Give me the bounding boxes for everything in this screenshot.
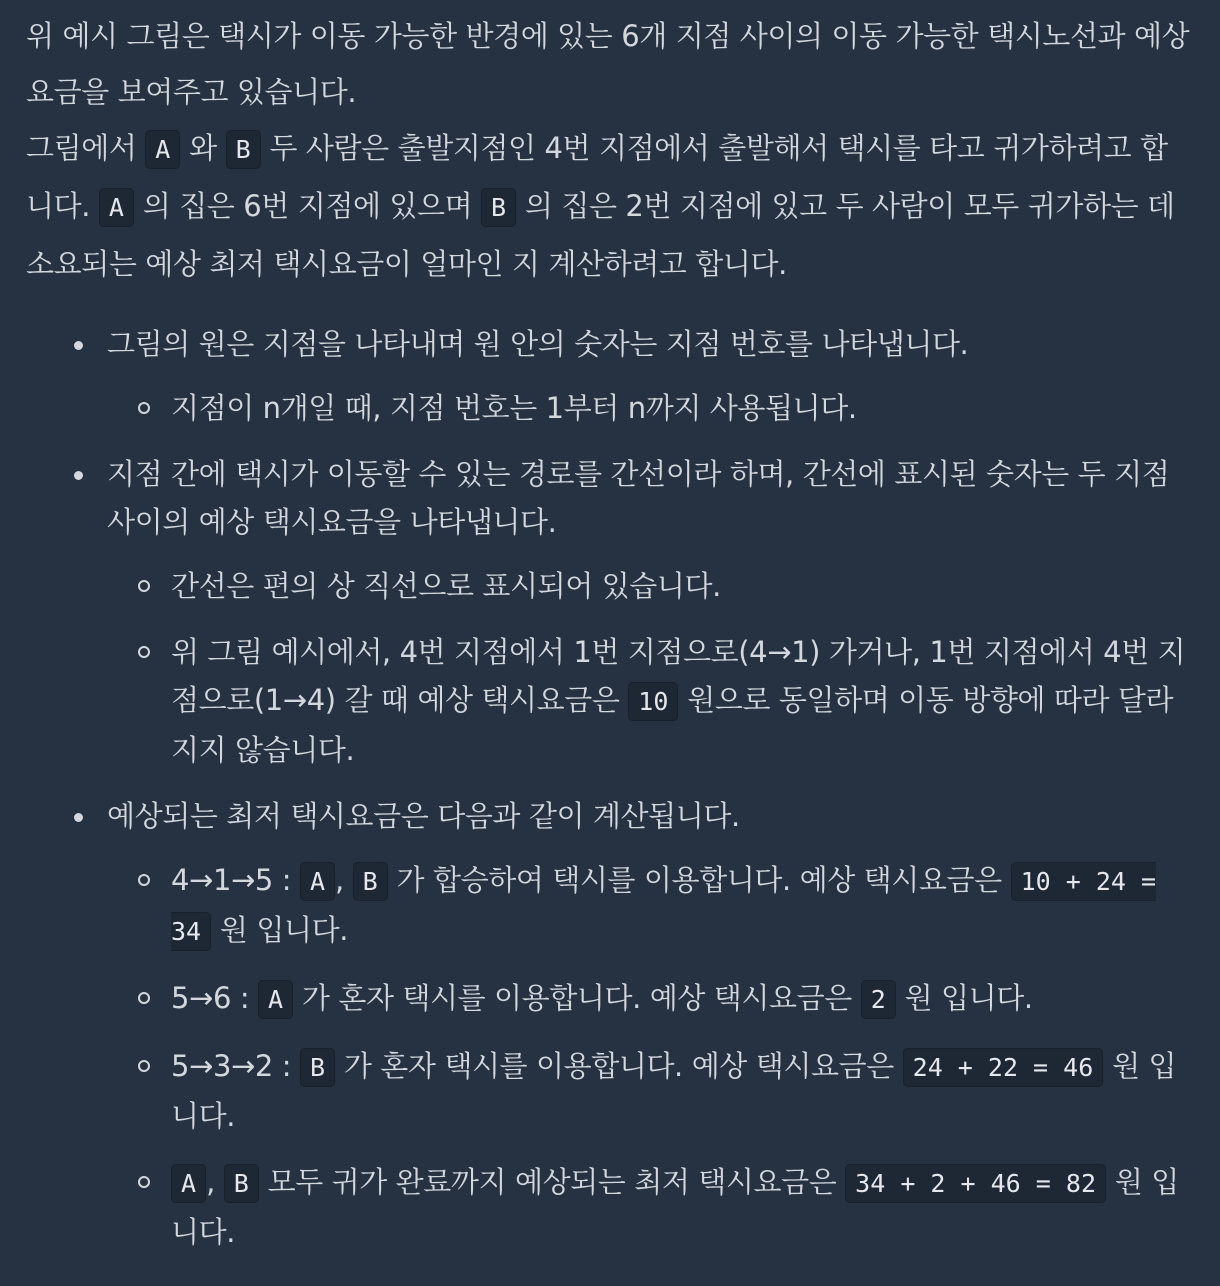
fare-code: 24 + 22 = 46 xyxy=(903,1048,1104,1087)
intro-text-1: 위 예시 그림은 택시가 이동 가능한 반경에 있는 6개 지점 사이의 이동 가능한 택시노선과 예상요금을 보여주고 있습니다. xyxy=(26,19,1190,109)
list-item-text: 예상되는 최저 택시요금은 다음과 같이 계산됩니다. xyxy=(107,799,740,833)
sub-list-item xyxy=(171,384,1190,432)
code-b: B xyxy=(224,1164,259,1203)
code-a: A xyxy=(258,980,293,1019)
sub-list xyxy=(107,856,1190,1256)
text-span: 원 입니다. xyxy=(171,1165,1179,1249)
text-span: 의 집은 2번 지점에 있고 두 사람이 모두 귀가하는 데 소요되는 예상 최저 택시요금이 얼마인 지 계산하려고 합니다. xyxy=(26,189,1175,281)
text-span: 원 입니다. xyxy=(171,1049,1177,1133)
sub-list-item xyxy=(171,974,1190,1024)
sub-list-item xyxy=(171,1042,1190,1140)
text-span: , xyxy=(206,1165,224,1199)
list-item xyxy=(107,450,1190,774)
text-span: 가 합승하여 택시를 이용합니다. 예상 택시요금은 xyxy=(387,863,1011,897)
text-span: , xyxy=(335,863,353,897)
text-span: 5→6 : xyxy=(171,981,259,1015)
code-a: A xyxy=(300,862,335,901)
code-a: A xyxy=(145,130,180,169)
sub-list-item xyxy=(171,1158,1190,1256)
sub-list xyxy=(107,562,1190,774)
text-span: 두 사람은 출발지점인 4번 지점에서 출발해서 택시를 타고 귀가하려고 합니다. xyxy=(26,131,1168,223)
intro-paragraph-1 xyxy=(26,8,1190,120)
code-b: B xyxy=(300,1048,335,1087)
text-span: 가 혼자 택시를 이용합니다. 예상 택시요금은 xyxy=(335,1049,903,1083)
sub-list xyxy=(107,384,1190,432)
code-a: A xyxy=(99,188,134,227)
sub-list-item-text: 지점이 n개일 때, 지점 번호는 1부터 n까지 사용됩니다. xyxy=(171,391,857,425)
code-b: B xyxy=(353,862,388,901)
code-b: B xyxy=(226,130,261,169)
text-span: 4→1→5 : xyxy=(171,863,300,897)
rules-list xyxy=(26,320,1190,1256)
list-item xyxy=(107,320,1190,432)
list-item-text: 지점 간에 택시가 이동할 수 있는 경로를 간선이라 하며, 간선에 표시된 숫자는 두 지점 사이의 예상 택시요금을 나타냅니다. xyxy=(107,457,1170,539)
text-span: 원 입니다. xyxy=(211,913,349,947)
intro-paragraph-2 xyxy=(26,120,1190,292)
text-span: 원 입니다. xyxy=(895,981,1033,1015)
text-span: 그림에서 xyxy=(26,131,146,165)
fare-code: 34 + 2 + 46 = 82 xyxy=(845,1164,1106,1203)
code-b: B xyxy=(481,188,516,227)
text-span: 모두 귀가 완료까지 예상되는 최저 택시요금은 xyxy=(258,1165,846,1199)
text-span: 가 혼자 택시를 이용합니다. 예상 택시요금은 xyxy=(293,981,861,1015)
code-a: A xyxy=(171,1164,206,1203)
text-span: 의 집은 6번 지점에 있으며 xyxy=(133,189,482,223)
fare-code: 2 xyxy=(861,980,896,1019)
text-span: 위 그림 예시에서, 4번 지점에서 1번 지점으로(4→1) 가거나, 1번 지점에서 4번 지점으로(1→4) 갈 때 예상 택시요금은 xyxy=(171,635,1186,717)
fare-code: 10 xyxy=(628,682,678,721)
sub-list-item-text: 간선은 편의 상 직선으로 표시되어 있습니다. xyxy=(171,569,721,603)
list-item-text: 그림의 원은 지점을 나타내며 원 안의 숫자는 지점 번호를 나타냅니다. xyxy=(107,327,969,361)
list-item xyxy=(107,792,1190,1256)
text-span: 5→3→2 : xyxy=(171,1049,300,1083)
text-span: 와 xyxy=(180,131,226,165)
sub-list-item xyxy=(171,628,1190,774)
sub-list-item xyxy=(171,856,1190,956)
text-span: 원으로 동일하며 이동 방향에 따라 달라지지 않습니다. xyxy=(171,683,1174,767)
fare-code: 10 + 24 = 34 xyxy=(171,862,1156,951)
sub-list-item xyxy=(171,562,1190,610)
